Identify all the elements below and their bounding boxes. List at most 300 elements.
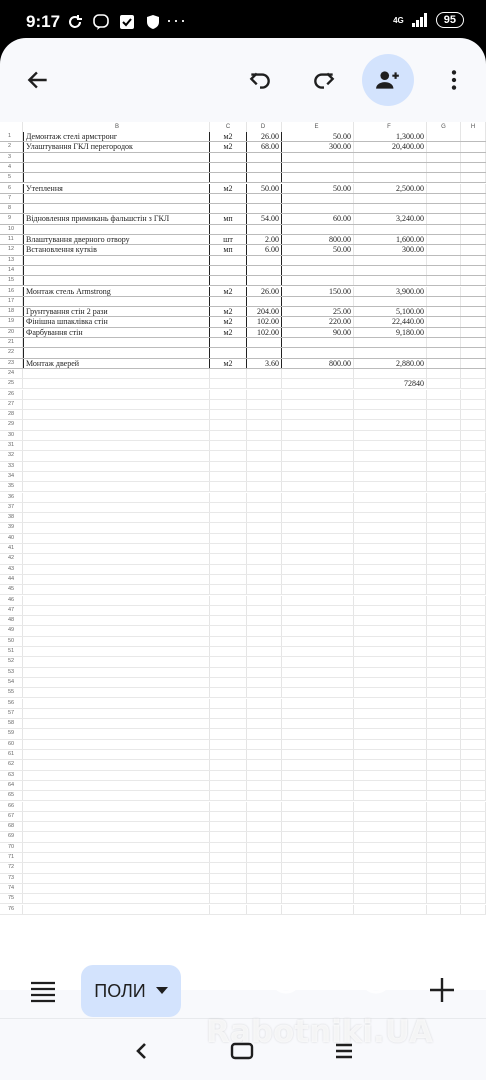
cell-description[interactable] xyxy=(23,626,210,635)
cell-h[interactable] xyxy=(461,431,486,440)
table-row[interactable] xyxy=(0,328,486,338)
cell-price[interactable] xyxy=(282,678,354,687)
table-row[interactable] xyxy=(0,472,486,482)
cell-price[interactable] xyxy=(282,482,354,491)
cell-g[interactable] xyxy=(427,142,461,151)
spreadsheet-grid[interactable] xyxy=(0,122,486,990)
table-row[interactable] xyxy=(0,276,486,286)
cell-sum[interactable] xyxy=(354,482,427,491)
cell-h[interactable] xyxy=(461,874,486,883)
cell-sum[interactable] xyxy=(354,575,427,584)
cell-h[interactable] xyxy=(461,565,486,574)
cell-quantity[interactable] xyxy=(247,791,282,800)
cell-g[interactable] xyxy=(427,225,461,234)
cell-unit[interactable] xyxy=(210,266,247,275)
cell-h[interactable] xyxy=(461,482,486,491)
cell-quantity[interactable] xyxy=(247,513,282,522)
table-row[interactable] xyxy=(0,575,486,585)
cell-price[interactable]: 25.00 xyxy=(282,307,354,316)
cell-g[interactable] xyxy=(427,853,461,862)
cell-g[interactable] xyxy=(427,441,461,450)
cell-price[interactable] xyxy=(282,637,354,646)
cell-price[interactable]: 800.00 xyxy=(282,359,354,368)
cell-sum[interactable] xyxy=(354,616,427,625)
cell-g[interactable] xyxy=(427,822,461,831)
cell-g[interactable] xyxy=(427,184,461,193)
table-row[interactable] xyxy=(0,513,486,523)
table-row[interactable] xyxy=(0,874,486,884)
cell-h[interactable] xyxy=(461,173,486,182)
cell-description[interactable] xyxy=(23,853,210,862)
cell-g[interactable] xyxy=(427,699,461,708)
cell-h[interactable] xyxy=(461,317,486,326)
cell-description[interactable] xyxy=(23,812,210,821)
table-row[interactable] xyxy=(0,812,486,822)
cell-g[interactable] xyxy=(427,390,461,399)
cell-h[interactable] xyxy=(461,441,486,450)
cell-h[interactable] xyxy=(461,575,486,584)
cell-sum[interactable]: 3,240.00 xyxy=(354,214,427,223)
table-row[interactable] xyxy=(0,338,486,348)
table-row[interactable] xyxy=(0,585,486,595)
cell-sum[interactable] xyxy=(354,740,427,749)
cell-h[interactable] xyxy=(461,750,486,759)
cell-unit[interactable] xyxy=(210,534,247,543)
cell-h[interactable] xyxy=(461,142,486,151)
cell-description[interactable] xyxy=(23,338,210,347)
cell-g[interactable] xyxy=(427,616,461,625)
cell-h[interactable] xyxy=(461,287,486,296)
cell-unit[interactable] xyxy=(210,379,247,388)
cell-sum[interactable] xyxy=(354,585,427,594)
cell-unit[interactable] xyxy=(210,843,247,852)
cell-sum[interactable] xyxy=(354,297,427,306)
cell-price[interactable] xyxy=(282,740,354,749)
cell-unit[interactable] xyxy=(210,153,247,162)
cell-h[interactable] xyxy=(461,163,486,172)
cell-price[interactable] xyxy=(282,781,354,790)
cell-h[interactable] xyxy=(461,585,486,594)
cell-sum[interactable] xyxy=(354,822,427,831)
cell-g[interactable] xyxy=(427,709,461,718)
cell-quantity[interactable] xyxy=(247,596,282,605)
cell-description[interactable] xyxy=(23,204,210,213)
cell-h[interactable] xyxy=(461,760,486,769)
cell-g[interactable] xyxy=(427,328,461,337)
cell-description[interactable]: Відновлення примикань фальшстін з ГКЛ xyxy=(23,214,210,223)
cell-h[interactable] xyxy=(461,729,486,738)
cell-unit[interactable] xyxy=(210,791,247,800)
table-row[interactable] xyxy=(0,606,486,616)
cell-unit[interactable] xyxy=(210,225,247,234)
cell-quantity[interactable]: 54.00 xyxy=(247,214,282,223)
cell-g[interactable] xyxy=(427,410,461,419)
cell-price[interactable] xyxy=(282,513,354,522)
cell-g[interactable] xyxy=(427,606,461,615)
cell-quantity[interactable] xyxy=(247,420,282,429)
cell-quantity[interactable]: 102.00 xyxy=(247,317,282,326)
cell-h[interactable] xyxy=(461,596,486,605)
cell-price[interactable] xyxy=(282,822,354,831)
cell-price[interactable]: 220.00 xyxy=(282,317,354,326)
cell-description[interactable]: Монтаж стель Armstrong xyxy=(23,287,210,296)
cell-sum[interactable] xyxy=(354,410,427,419)
cell-unit[interactable] xyxy=(210,905,247,914)
cell-sum[interactable] xyxy=(354,657,427,666)
cell-price[interactable] xyxy=(282,863,354,872)
cell-sum[interactable] xyxy=(354,431,427,440)
cell-unit[interactable] xyxy=(210,647,247,656)
cell-price[interactable] xyxy=(282,843,354,852)
cell-description[interactable] xyxy=(23,513,210,522)
cell-price[interactable] xyxy=(282,606,354,615)
cell-g[interactable] xyxy=(427,802,461,811)
cell-unit[interactable] xyxy=(210,523,247,532)
cell-quantity[interactable] xyxy=(247,482,282,491)
cell-unit[interactable] xyxy=(210,390,247,399)
cell-h[interactable] xyxy=(461,709,486,718)
cell-quantity[interactable] xyxy=(247,379,282,388)
table-row[interactable] xyxy=(0,534,486,544)
cell-g[interactable] xyxy=(427,626,461,635)
cell-sum[interactable] xyxy=(354,688,427,697)
cell-price[interactable] xyxy=(282,750,354,759)
cell-g[interactable] xyxy=(427,668,461,677)
cell-sum[interactable] xyxy=(354,554,427,563)
cell-quantity[interactable] xyxy=(247,410,282,419)
cell-unit[interactable] xyxy=(210,369,247,378)
table-row[interactable] xyxy=(0,390,486,400)
cell-description[interactable] xyxy=(23,420,210,429)
cell-h[interactable] xyxy=(461,348,486,357)
cell-quantity[interactable] xyxy=(247,390,282,399)
cell-description[interactable] xyxy=(23,493,210,502)
cell-sum[interactable] xyxy=(354,266,427,275)
cell-description[interactable] xyxy=(23,585,210,594)
cell-unit[interactable] xyxy=(210,585,247,594)
cell-description[interactable]: Фінішна шпаклівка стін xyxy=(23,317,210,326)
cell-sum[interactable]: 2,880.00 xyxy=(354,359,427,368)
cell-quantity[interactable]: 6.00 xyxy=(247,245,282,254)
cell-price[interactable] xyxy=(282,503,354,512)
cell-h[interactable] xyxy=(461,451,486,460)
cell-quantity[interactable] xyxy=(247,462,282,471)
cell-h[interactable] xyxy=(461,307,486,316)
cell-price[interactable] xyxy=(282,812,354,821)
cell-sum[interactable] xyxy=(354,194,427,203)
cell-quantity[interactable] xyxy=(247,760,282,769)
cell-h[interactable] xyxy=(461,894,486,903)
cell-h[interactable] xyxy=(461,328,486,337)
cell-description[interactable] xyxy=(23,822,210,831)
cell-unit[interactable]: мп xyxy=(210,245,247,254)
table-row[interactable] xyxy=(0,503,486,513)
cell-g[interactable] xyxy=(427,235,461,244)
cell-unit[interactable]: м2 xyxy=(210,184,247,193)
cell-h[interactable] xyxy=(461,863,486,872)
table-row[interactable] xyxy=(0,709,486,719)
column-header-d[interactable]: D xyxy=(247,122,282,132)
table-row[interactable] xyxy=(0,771,486,781)
cell-sum[interactable]: 72840 xyxy=(354,379,427,388)
cell-price[interactable] xyxy=(282,225,354,234)
table-row[interactable] xyxy=(0,153,486,163)
cell-price[interactable] xyxy=(282,410,354,419)
cell-unit[interactable] xyxy=(210,719,247,728)
cell-description[interactable] xyxy=(23,596,210,605)
table-row[interactable] xyxy=(0,802,486,812)
cell-quantity[interactable] xyxy=(247,431,282,440)
cell-g[interactable] xyxy=(427,132,461,141)
cell-g[interactable] xyxy=(427,276,461,285)
cell-unit[interactable] xyxy=(210,853,247,862)
cell-description[interactable] xyxy=(23,534,210,543)
cell-description[interactable] xyxy=(23,194,210,203)
table-row[interactable] xyxy=(0,647,486,657)
cell-quantity[interactable] xyxy=(247,400,282,409)
cell-description[interactable] xyxy=(23,410,210,419)
cell-h[interactable] xyxy=(461,843,486,852)
cell-g[interactable] xyxy=(427,163,461,172)
cell-g[interactable] xyxy=(427,482,461,491)
cell-unit[interactable] xyxy=(210,451,247,460)
cell-g[interactable] xyxy=(427,194,461,203)
cell-description[interactable] xyxy=(23,729,210,738)
cell-g[interactable] xyxy=(427,874,461,883)
cell-h[interactable] xyxy=(461,606,486,615)
cell-g[interactable] xyxy=(427,760,461,769)
cell-unit[interactable] xyxy=(210,771,247,780)
cell-price[interactable] xyxy=(282,390,354,399)
cell-h[interactable] xyxy=(461,338,486,347)
table-row[interactable] xyxy=(0,369,486,379)
table-row[interactable] xyxy=(0,348,486,358)
cell-quantity[interactable]: 204.00 xyxy=(247,307,282,316)
cell-unit[interactable]: м2 xyxy=(210,328,247,337)
cell-h[interactable] xyxy=(461,554,486,563)
cell-quantity[interactable]: 3.60 xyxy=(247,359,282,368)
cell-description[interactable] xyxy=(23,740,210,749)
cell-g[interactable] xyxy=(427,472,461,481)
cell-h[interactable] xyxy=(461,184,486,193)
cell-quantity[interactable] xyxy=(247,266,282,275)
more-options-button[interactable] xyxy=(428,54,480,106)
cell-quantity[interactable] xyxy=(247,863,282,872)
cell-description[interactable] xyxy=(23,863,210,872)
cell-unit[interactable] xyxy=(210,812,247,821)
cell-price[interactable] xyxy=(282,616,354,625)
cell-price[interactable] xyxy=(282,493,354,502)
cell-h[interactable] xyxy=(461,688,486,697)
cell-g[interactable] xyxy=(427,596,461,605)
cell-unit[interactable] xyxy=(210,626,247,635)
cell-g[interactable] xyxy=(427,884,461,893)
table-row[interactable] xyxy=(0,565,486,575)
table-row[interactable] xyxy=(0,287,486,297)
cell-description[interactable] xyxy=(23,843,210,852)
cell-g[interactable] xyxy=(427,534,461,543)
cell-sum[interactable]: 5,100.00 xyxy=(354,307,427,316)
cell-price[interactable] xyxy=(282,369,354,378)
cell-price[interactable] xyxy=(282,874,354,883)
cell-price[interactable]: 150.00 xyxy=(282,287,354,296)
cell-g[interactable] xyxy=(427,256,461,265)
cell-description[interactable]: Демонтаж стелі армстронг xyxy=(23,132,210,141)
cell-quantity[interactable] xyxy=(247,348,282,357)
cell-sum[interactable]: 3,900.00 xyxy=(354,287,427,296)
cell-description[interactable] xyxy=(23,225,210,234)
cell-sum[interactable] xyxy=(354,647,427,656)
cell-quantity[interactable] xyxy=(247,338,282,347)
table-row[interactable] xyxy=(0,554,486,564)
cell-description[interactable] xyxy=(23,348,210,357)
cell-price[interactable] xyxy=(282,760,354,769)
cell-h[interactable] xyxy=(461,503,486,512)
cell-unit[interactable] xyxy=(210,596,247,605)
cell-description[interactable]: Улаштування ГКЛ перегородок xyxy=(23,142,210,151)
cell-sum[interactable] xyxy=(354,843,427,852)
cell-description[interactable] xyxy=(23,771,210,780)
cell-h[interactable] xyxy=(461,410,486,419)
cell-h[interactable] xyxy=(461,884,486,893)
table-row[interactable] xyxy=(0,431,486,441)
cell-h[interactable] xyxy=(461,297,486,306)
cell-price[interactable] xyxy=(282,400,354,409)
cell-price[interactable]: 300.00 xyxy=(282,142,354,151)
cell-h[interactable] xyxy=(461,214,486,223)
table-row[interactable] xyxy=(0,668,486,678)
cell-quantity[interactable] xyxy=(247,503,282,512)
cell-sum[interactable]: 2,500.00 xyxy=(354,184,427,193)
cell-quantity[interactable] xyxy=(247,544,282,553)
cell-description[interactable] xyxy=(23,874,210,883)
cell-g[interactable] xyxy=(427,781,461,790)
cell-g[interactable] xyxy=(427,771,461,780)
cell-h[interactable] xyxy=(461,853,486,862)
table-row[interactable] xyxy=(0,719,486,729)
column-header-g[interactable]: G xyxy=(427,122,461,132)
cell-h[interactable] xyxy=(461,771,486,780)
cell-sum[interactable] xyxy=(354,719,427,728)
cell-description[interactable] xyxy=(23,482,210,491)
cell-price[interactable] xyxy=(282,266,354,275)
cell-quantity[interactable] xyxy=(247,832,282,841)
cell-unit[interactable] xyxy=(210,678,247,687)
cell-g[interactable] xyxy=(427,523,461,532)
cell-h[interactable] xyxy=(461,905,486,914)
cell-g[interactable] xyxy=(427,379,461,388)
table-row[interactable] xyxy=(0,791,486,801)
cell-sum[interactable] xyxy=(354,225,427,234)
cell-quantity[interactable] xyxy=(247,843,282,852)
cell-sum[interactable] xyxy=(354,173,427,182)
cell-unit[interactable]: м2 xyxy=(210,307,247,316)
cell-sum[interactable] xyxy=(354,791,427,800)
cell-price[interactable] xyxy=(282,523,354,532)
cell-h[interactable] xyxy=(461,400,486,409)
cell-unit[interactable] xyxy=(210,637,247,646)
cell-h[interactable] xyxy=(461,534,486,543)
cell-h[interactable] xyxy=(461,791,486,800)
cell-description[interactable] xyxy=(23,266,210,275)
cell-g[interactable] xyxy=(427,832,461,841)
cell-description[interactable] xyxy=(23,688,210,697)
cell-h[interactable] xyxy=(461,359,486,368)
cell-unit[interactable]: м2 xyxy=(210,132,247,141)
cell-description[interactable]: Грунтування стін 2 рази xyxy=(23,307,210,316)
cell-quantity[interactable] xyxy=(247,225,282,234)
table-row[interactable] xyxy=(0,905,486,915)
nav-back-icon[interactable] xyxy=(132,1041,152,1061)
cell-description[interactable] xyxy=(23,637,210,646)
cell-unit[interactable] xyxy=(210,420,247,429)
cell-description[interactable] xyxy=(23,657,210,666)
cell-h[interactable] xyxy=(461,266,486,275)
cell-unit[interactable] xyxy=(210,802,247,811)
cell-g[interactable] xyxy=(427,204,461,213)
cell-g[interactable] xyxy=(427,863,461,872)
cell-h[interactable] xyxy=(461,678,486,687)
cell-price[interactable] xyxy=(282,204,354,213)
cell-sum[interactable] xyxy=(354,863,427,872)
cell-h[interactable] xyxy=(461,647,486,656)
cell-g[interactable] xyxy=(427,338,461,347)
cell-h[interactable] xyxy=(461,379,486,388)
cell-sum[interactable] xyxy=(354,513,427,522)
back-button[interactable] xyxy=(12,54,64,106)
table-row[interactable] xyxy=(0,853,486,863)
cell-description[interactable] xyxy=(23,451,210,460)
cell-quantity[interactable] xyxy=(247,616,282,625)
cell-description[interactable] xyxy=(23,781,210,790)
cell-unit[interactable] xyxy=(210,606,247,615)
cell-price[interactable] xyxy=(282,431,354,440)
table-row[interactable] xyxy=(0,523,486,533)
cell-price[interactable] xyxy=(282,163,354,172)
cell-sum[interactable] xyxy=(354,750,427,759)
cell-unit[interactable] xyxy=(210,740,247,749)
cell-g[interactable] xyxy=(427,451,461,460)
cell-sum[interactable] xyxy=(354,874,427,883)
table-row[interactable] xyxy=(0,884,486,894)
cell-quantity[interactable] xyxy=(247,441,282,450)
cell-unit[interactable] xyxy=(210,513,247,522)
table-row[interactable] xyxy=(0,379,486,389)
cell-quantity[interactable] xyxy=(247,204,282,213)
cell-g[interactable] xyxy=(427,153,461,162)
cell-g[interactable] xyxy=(427,637,461,646)
cell-description[interactable] xyxy=(23,379,210,388)
cell-unit[interactable] xyxy=(210,709,247,718)
table-row[interactable] xyxy=(0,132,486,142)
cell-g[interactable] xyxy=(427,214,461,223)
cell-description[interactable]: Монтаж дверей xyxy=(23,359,210,368)
cell-quantity[interactable] xyxy=(247,575,282,584)
cell-sum[interactable]: 1,300.00 xyxy=(354,132,427,141)
cell-sum[interactable] xyxy=(354,678,427,687)
cell-description[interactable] xyxy=(23,802,210,811)
cell-h[interactable] xyxy=(461,699,486,708)
cell-g[interactable] xyxy=(427,812,461,821)
cell-unit[interactable] xyxy=(210,832,247,841)
cell-g[interactable] xyxy=(427,245,461,254)
cell-unit[interactable] xyxy=(210,462,247,471)
cell-price[interactable] xyxy=(282,544,354,553)
cell-sum[interactable]: 1,600.00 xyxy=(354,235,427,244)
cell-quantity[interactable] xyxy=(247,606,282,615)
cell-g[interactable] xyxy=(427,894,461,903)
cell-quantity[interactable]: 102.00 xyxy=(247,328,282,337)
